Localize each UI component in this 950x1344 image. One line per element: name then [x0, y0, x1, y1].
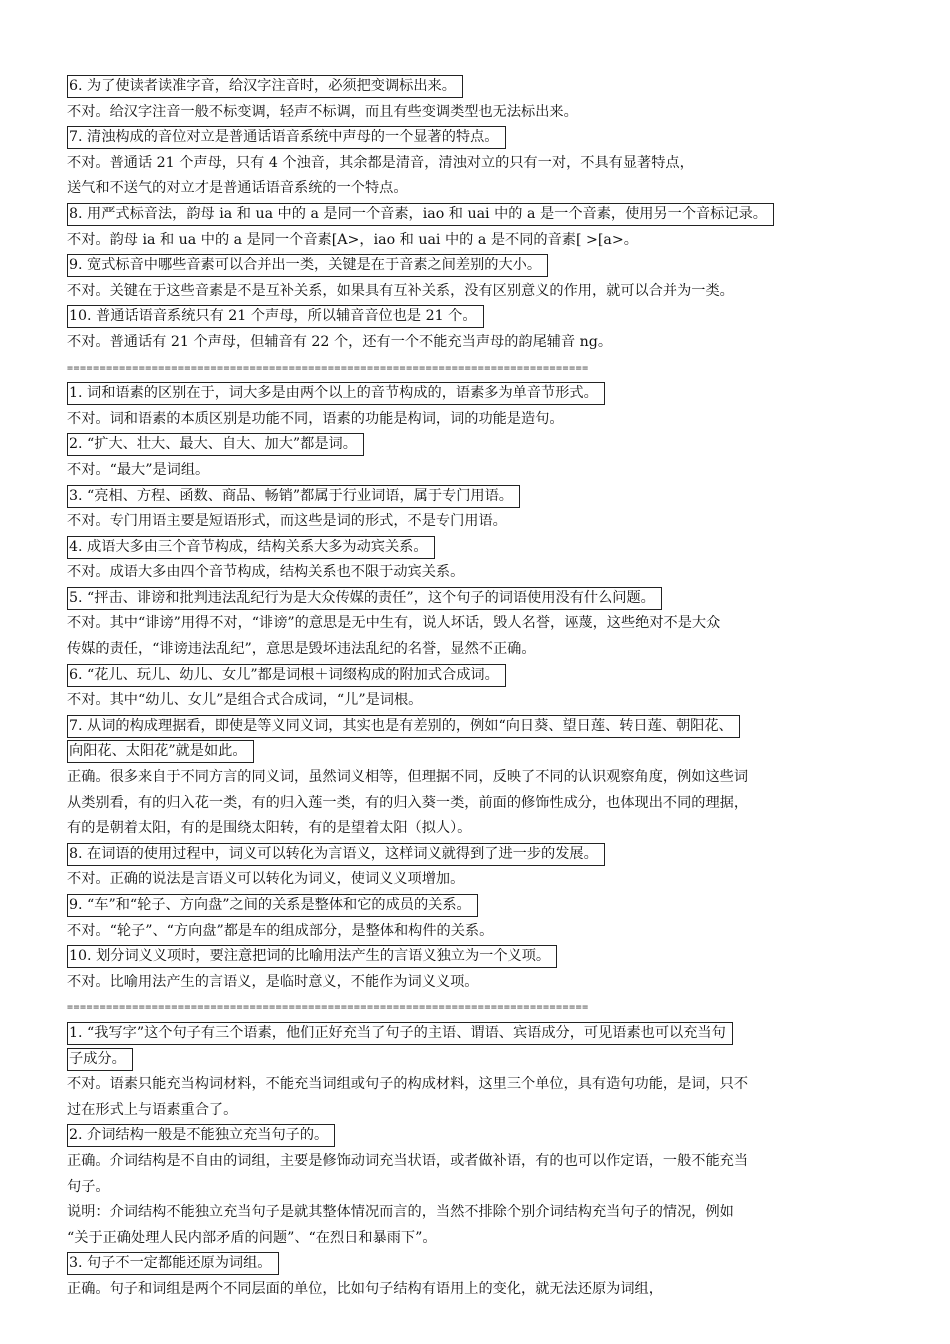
- question-line: [67, 944, 879, 970]
- question-text: 9. “车”和“轮子、方向盘”之间的关系是整体和它的成员的关系。: [67, 894, 478, 917]
- question-text: 4. 成语大多由三个音节构成，结构关系大多为动宾关系。: [67, 536, 435, 559]
- question-text: 3. “亮相、方程、函数、商品、畅销”都属于行业词语，属于专门用语。: [67, 485, 520, 508]
- question-text: 10. 普通话语音系统只有 21 个声母，所以辅音音位也是 21 个。: [67, 305, 484, 328]
- answer-line: 不对。“最大”是词组。: [67, 461, 210, 478]
- answer-line: “关于正确处理人民内部矛盾的问题”、“在烈日和暴雨下”。: [67, 1229, 437, 1246]
- question-text: 6. “花儿、玩儿、幼儿、女儿”都是词根＋词缀构成的附加式合成词。: [67, 664, 506, 687]
- question-line: [67, 253, 879, 279]
- answer-line: 不对。关键在于这些音素是不是互补关系，如果具有互补关系，没有区别意义的作用，就可以合并为一类。: [67, 282, 734, 299]
- question-text: 1. 词和语素的区别在于，词大多是由两个以上的音节构成的，语素多为单音节形式。: [67, 382, 605, 405]
- question-line: [67, 663, 879, 689]
- question-text: 2. 介词结构一般是不能独立充当句子的。: [67, 1124, 335, 1147]
- document-body: [67, 74, 879, 1303]
- question-line: [67, 586, 879, 612]
- answer-line: 不对。其中“诽谤”用得不对，“诽谤”的意思是无中生有，说人坏话，毁人名誉，诬蔑，这些绝对不是大众: [67, 615, 721, 632]
- answer-line: 说明：介词结构不能独立充当句子是就其整体情况而言的，当然不排除个别介词结构充当句子的情况，例如: [67, 1204, 734, 1221]
- question-line: [67, 1021, 879, 1047]
- answer-line: 不对。正确的说法是言语义可以转化为词义，使词义义项增加。: [67, 871, 465, 888]
- question-line: [67, 1047, 879, 1073]
- question-line: [67, 381, 879, 407]
- section-separator: ================================================================================: [67, 1002, 589, 1014]
- question-line: [67, 1251, 879, 1277]
- answer-line: 不对。语素只能充当构词材料，不能充当词组或句子的构成材料，这里三个单位，具有造句功能，是词，只不: [67, 1076, 749, 1093]
- question-line: [67, 304, 879, 330]
- question-text: 7. 清浊构成的音位对立是普通话语音系统中声母的一个显著的特点。: [67, 126, 506, 149]
- answer-line: 有的是朝着太阳，有的是围绕太阳转，有的是望着太阳（拟人）。: [67, 820, 472, 837]
- answer-line: 从类别看，有的归入花一类，有的归入莲一类，有的归入葵一类，前面的修饰性成分，也体现出不同的理据，: [67, 794, 749, 811]
- answer-line: 正确。介词结构是不自由的词组，主要是修饰动词充当状语，或者做补语，有的也可以作定语，一般不能充当: [67, 1152, 749, 1169]
- question-text: 8. 用严式标音法，韵母 ia 和 ua 中的 a 是同一个音素，iao 和 uai 中的 a 是一个音素，使用另一个音标记录。: [67, 203, 774, 226]
- answer-line: 送气和不送气的对立才是普通话语音系统的一个特点。: [67, 180, 408, 197]
- question-line: [67, 202, 879, 228]
- question-text: 6. 为了使读者读准字音，给汉字注音时，必须把变调标出来。: [67, 75, 463, 98]
- answer-line: 过在形式上与语素重合了。: [67, 1101, 238, 1118]
- answer-line: 不对。“轮子”、“方向盘”都是车的组成部分，是整体和构件的关系。: [67, 922, 494, 939]
- answer-line: 不对。成语大多由四个音节构成，结构关系也不限于动宾关系。: [67, 564, 465, 581]
- question-text: 3. 句子不一定都能还原为词组。: [67, 1252, 279, 1275]
- question-line: [67, 125, 879, 151]
- section-separator: ================================================================================: [67, 362, 589, 374]
- answer-line: 正确。很多来自于不同方言的同义词，虽然词义相等，但理据不同，反映了不同的认识观察角度，例如这些词: [67, 769, 749, 786]
- question-text: 5. “抨击、诽谤和批判违法乱纪行为是大众传媒的责任”，这个句子的词语使用没有什么问题。: [67, 587, 662, 610]
- question-line: [67, 1123, 879, 1149]
- answer-line: 传媒的责任，“诽谤违法乱纪”，意思是毁坏违法乱纪的名誉，显然不正确。: [67, 641, 536, 658]
- question-text: 2. “扩大、壮大、最大、自大、加大”都是词。: [67, 433, 364, 456]
- answer-line: 不对。给汉字注音一般不标变调，轻声不标调，而且有些变调类型也无法标出来。: [67, 103, 578, 120]
- question-line: [67, 893, 879, 919]
- answer-line: 不对。专门用语主要是短语形式，而这些是词的形式，不是专门用语。: [67, 513, 507, 530]
- answer-line: 不对。韵母 ia 和 ua 中的 a 是同一个音素[A>，iao 和 uai 中的 a 是不同的音素[ >[a>。: [67, 231, 638, 248]
- answer-line: 不对。比喻用法产生的言语义，是临时意义，不能作为词义义项。: [67, 973, 479, 990]
- answer-line: 不对。普通话 21 个声母，只有 4 个浊音，其余都是清音，清浊对立的只有一对，不具有显著特点，: [67, 154, 694, 171]
- question-text: 7. 从词的构成理据看，即使是等义同义词，其实也是有差别的，例如“向日葵、望日莲、转日莲、朝阳花、: [67, 715, 740, 738]
- question-line: [67, 432, 879, 458]
- question-text: 子成分。: [67, 1048, 133, 1071]
- question-text: 9. 宽式标音中哪些音素可以合并出一类，关键是在于音素之间差别的大小。: [67, 254, 548, 277]
- answer-line: 不对。其中“幼儿、女儿”是组合式合成词，“儿”是词根。: [67, 692, 423, 709]
- question-text: 向阳花、太阳花”就是如此。: [67, 740, 254, 763]
- question-line: [67, 714, 879, 740]
- question-text: 10. 划分词义义项时，要注意把词的比喻用法产生的言语义独立为一个义项。: [67, 945, 557, 968]
- question-line: [67, 739, 879, 765]
- answer-line: 不对。词和语素的本质区别是功能不同，语素的功能是构词，词的功能是造句。: [67, 410, 564, 427]
- question-line: [67, 484, 879, 510]
- answer-line: 句子。: [67, 1178, 110, 1195]
- question-line: [67, 74, 879, 100]
- answer-line: 正确。句子和词组是两个不同层面的单位，比如句子结构有语用上的变化，就无法还原为词组，: [67, 1280, 663, 1297]
- question-text: 1. “我写字”这个句子有三个语素，他们正好充当了句子的主语、谓语、宾语成分，可见语素也可以充当句: [67, 1022, 733, 1045]
- question-text: 8. 在词语的使用过程中，词义可以转化为言语义，这样词义就得到了进一步的发展。: [67, 843, 605, 866]
- question-line: [67, 535, 879, 561]
- question-line: [67, 842, 879, 868]
- answer-line: 不对。普通话有 21 个声母，但辅音有 22 个，还有一个不能充当声母的韵尾辅音 ng。: [67, 333, 613, 350]
